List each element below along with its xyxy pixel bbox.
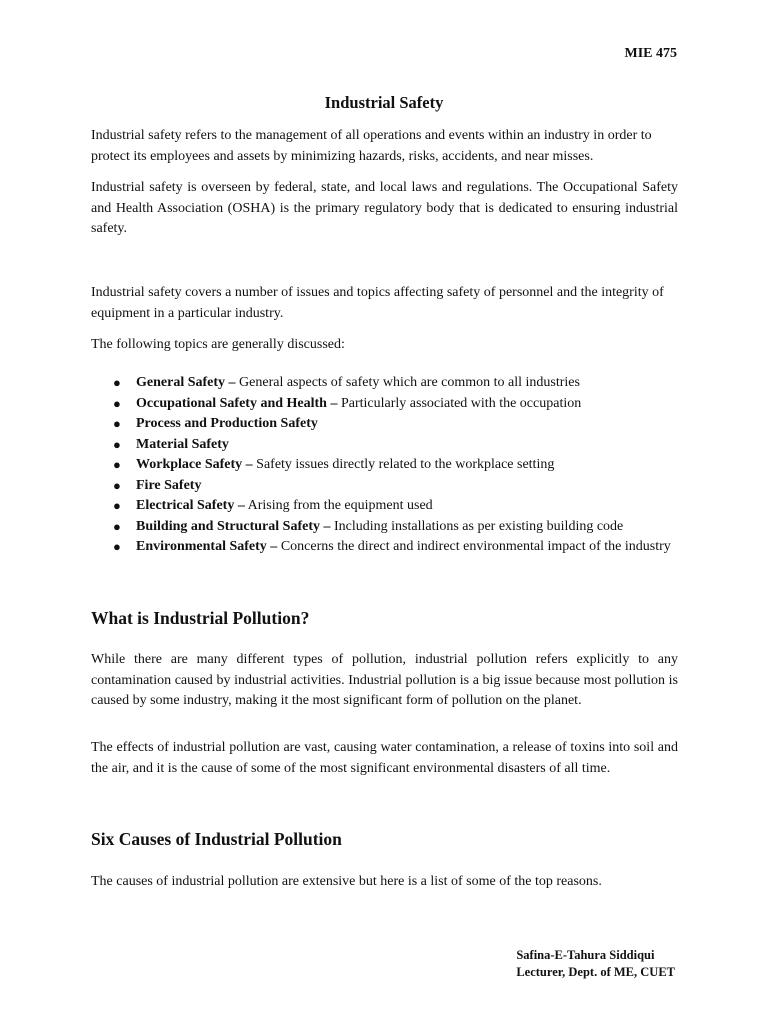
author-signature	[516, 947, 675, 981]
author-name: Safina-E-Tahura Siddiqui	[516, 948, 655, 962]
topic-term: General Safety –	[136, 375, 236, 390]
bullet-icon: ●	[113, 539, 121, 554]
list-item	[91, 496, 678, 517]
topic-description: Concerns the direct and indirect environmental impact of the industry	[277, 539, 671, 554]
bullet-icon: ●	[113, 477, 121, 493]
list-item	[91, 435, 678, 456]
topic-description: Safety issues directly related to the workplace setting	[252, 457, 555, 472]
intro-paragraph-1: Industrial safety refers to the management of all operations and events within an industry in order to protect its employees and assets by minimizing hazards, risks, accidents, and near misses.	[91, 128, 652, 164]
section-heading-pollution: What is Industrial Pollution?	[91, 608, 310, 628]
list-item	[91, 394, 678, 415]
topic-term: Process and Production Safety	[136, 416, 318, 431]
topic-term: Occupational Safety and Health –	[136, 395, 338, 411]
bullet-icon: ●	[113, 375, 121, 390]
topics-list	[91, 373, 678, 558]
section-heading-causes: Six Causes of Industrial Pollution	[91, 829, 342, 849]
bullet-icon: ●	[113, 457, 121, 472]
bullet-icon: ●	[113, 436, 121, 452]
intro-paragraph-2: Industrial safety is overseen by federal, state, and local laws and regulations. The Occupational Safety and Health Association (OSHA) is the primary regulatory body that is dedicated to ensuring industrial safety.	[91, 180, 678, 236]
list-item	[91, 537, 678, 558]
topic-term: Fire Safety	[136, 477, 202, 493]
page-title: Industrial Safety	[324, 93, 444, 112]
list-item	[91, 373, 678, 394]
bullet-icon: ●	[113, 416, 121, 431]
topic-description: General aspects of safety which are common to all industries	[235, 375, 580, 390]
intro-paragraph-3: Industrial safety covers a number of issues and topics affecting safety of personnel and the integrity of equipment in a particular industry.	[91, 285, 664, 321]
list-item	[91, 517, 678, 538]
list-item	[91, 414, 678, 435]
course-code: MIE 475	[624, 46, 677, 61]
topic-term: Material Safety	[136, 436, 229, 452]
topic-term: Environmental Safety –	[136, 539, 278, 554]
topic-description: Arising from the equipment used	[244, 498, 433, 513]
list-item	[91, 476, 678, 497]
bullet-icon: ●	[113, 518, 121, 534]
topic-description: Particularly associated with the occupation	[337, 395, 582, 411]
topic-description: Including installations as per existing building code	[330, 518, 624, 534]
list-item	[91, 455, 678, 476]
causes-paragraph-1: The causes of industrial pollution are extensive but here is a list of some of the top reasons.	[91, 874, 602, 889]
intro-paragraph-4: The following topics are generally discussed:	[91, 337, 345, 352]
author-position: Lecturer, Dept. of ME, CUET	[516, 965, 675, 979]
bullet-icon: ●	[113, 395, 121, 411]
pollution-paragraph-2: The effects of industrial pollution are vast, causing water contamination, a release of toxins into soil and the air, and it is the cause of some of the most significant environmental disasters of all time.	[91, 740, 678, 776]
bullet-icon: ●	[113, 498, 121, 513]
pollution-paragraph-1: While there are many different types of pollution, industrial pollution refers explicitly to any contamination caused by industrial activities. Industrial pollution is a big issue because most pollution is caused by some industry, making it the most significant form of pollution on the planet.	[91, 652, 678, 708]
topic-term: Workplace Safety –	[136, 457, 253, 472]
topic-term: Electrical Safety –	[136, 498, 245, 513]
topic-term: Building and Structural Safety –	[136, 518, 331, 534]
